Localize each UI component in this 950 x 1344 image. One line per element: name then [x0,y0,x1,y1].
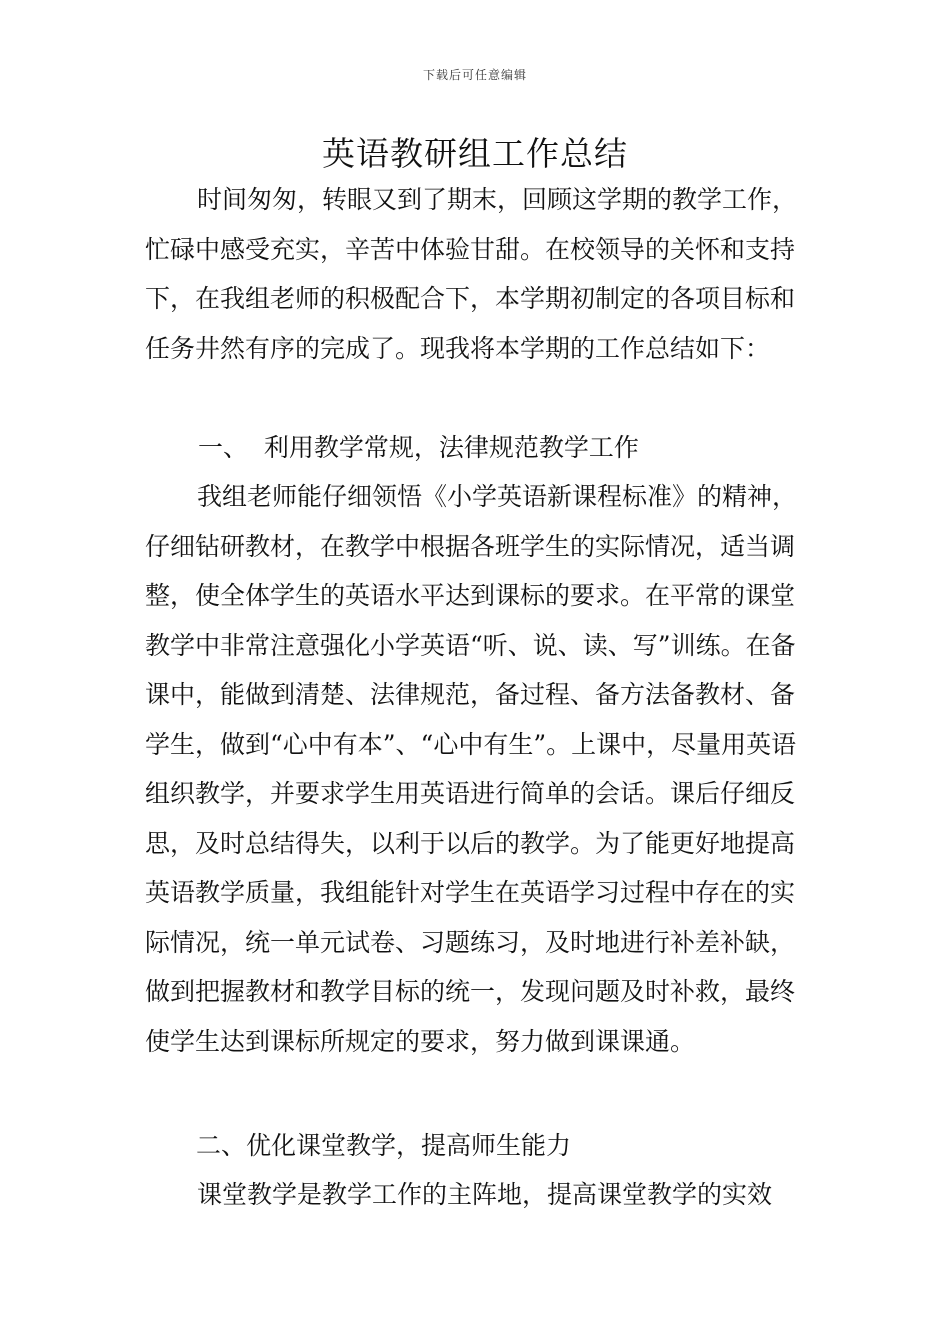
paragraph-section-1: 我组老师能仔细领悟《小学英语新课程标准》的精神，仔细钻研教材，在教学中根据各班学生的实际情况，适当调整，使全体学生的英语水平达到课标的要求。在平常的课堂教学中非常注意强化小学英语“听、说、读、写”训练。在备课中，能做到清楚、法律规范，备过程、备方法备教材、备学生，做到“心中有本”、“心中有生”。上课中，尽量用英语组织教学，并要求学生用英语进行简单的会话。课后仔细反思，及时总结得失，以利于以后的教学。为了能更好地提高英语教学质量，我组能针对学生在英语学习过程中存在的实际情况，统一单元试卷、习题练习，及时地进行补差补缺，做到把握教材和教学目标的统一，发现问题及时补救，最终使学生达到课标所规定的要求，努力做到课课通。 [145,482,798,1056]
section-heading-1: 一、 利用教学常规，法律规范教学工作 [198,433,639,462]
paragraph-intro: 时间匆匆，转眼又到了期末，回顾这学期的教学工作，忙碌中感受充实，辛苦中体验甘甜。在校领导的关怀和支持下，在我组老师的积极配合下，本学期初制定的各项目标和任务井然有序的完成了。现我将本学期的工作总结如下： [145,185,798,363]
header-note: 下载后可任意编辑 [422,68,527,82]
paragraph-section-2: 课堂教学是教学工作的主阵地，提高课堂教学的实效 [197,1180,773,1209]
section-heading-2: 二、优化课堂教学，提高师生能力 [196,1131,572,1160]
document-title: 英语教研组工作总结 [322,134,628,173]
section-2-body [145,1170,815,1220]
section-1-body [145,472,815,1066]
intro-section [145,175,815,373]
